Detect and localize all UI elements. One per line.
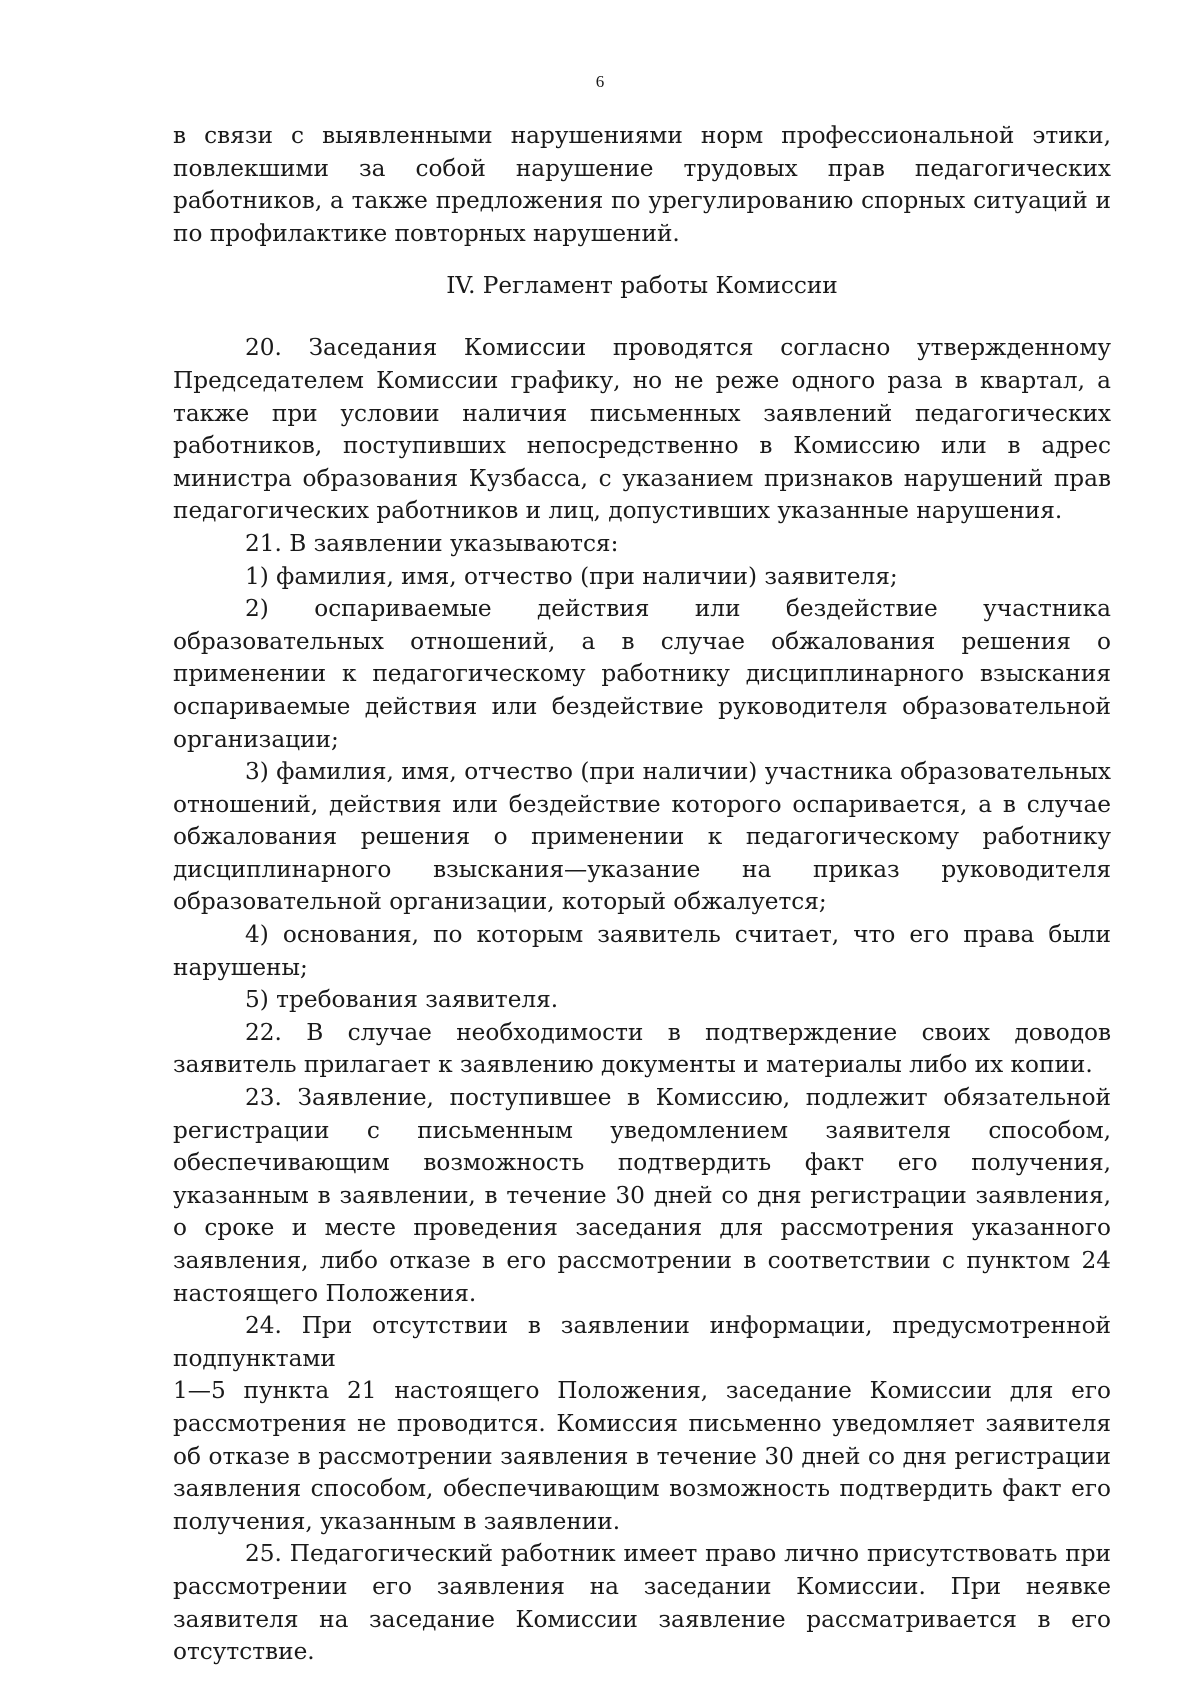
page-number: 6 [595,72,605,91]
paragraph-21: 21. В заявлении указываются: [245,529,619,557]
paragraph-24-continuation: 1—5 пункта 21 настоящего Положения, заседание Комиссии для его рассмотрения не проводится. Комиссия письменно уведомляет заявителя об отказе в рассмотрении заявления в течение 30 дней со дня регистрации заявления способом, обеспечивающим возможность подтвердить факт его получения, указанным в заявлении. [173,1377,1111,1535]
document-body [173,120,1111,1669]
paragraph-20: 20. Заседания Комиссии проводятся согласно утвержденному Председателем Комиссии графику, но не реже одного раза в квартал, а также при условии наличия письменных заявлений педагогических работников, поступивших непосредственно в Комиссию или в адрес министра образования Кузбасса, с указанием признаков нарушений прав педагогических работников и лиц, допустивших указанные нарушения. [173,334,1111,525]
paragraph-21-item-5: 5) требования заявителя. [245,986,559,1014]
section-heading: IV. Регламент работы Комиссии [446,272,838,300]
paragraph-21-item-2: 2) оспариваемые действия или бездействие участника образовательных отношений, а в случае обжалования решения о применении к педагогическому работнику дисциплинарного взыскания оспариваемые действия или бездействие руководителя образовательной организации; [173,595,1111,753]
paragraph-24: 24. При отсутствии в заявлении информации, предусмотренной подпунктами [173,1312,1111,1372]
paragraph-21-item-3: 3) фамилия, имя, отчество (при наличии) участника образовательных отношений, действия или бездействие которого оспаривается, а в случае обжалования решения о применении к педагогическому работнику дисциплинарного взыскания—указание на приказ руководителя образовательной организации, который обжалуется; [173,758,1111,916]
paragraph-23: 23. Заявление, поступившее в Комиссию, подлежит обязательной регистрации с письменным уведомлением заявителя способом, обеспечивающим возможность подтвердить факт его получения, указанным в заявлении, в течение 30 дней со дня регистрации заявления, о сроке и месте проведения заседания для рассмотрения указанного заявления, либо отказе в его рассмотрении в соответствии с пунктом 24 настоящего Положения. [173,1084,1111,1307]
paragraph-25: 25. Педагогический работник имеет право лично присутствовать при рассмотрении его заявления на заседании Комиссии. При неявке заявителя на заседание Комиссии заявление рассматривается в его отсутствие. [173,1540,1111,1666]
paragraph-continuation: в связи с выявленными нарушениями норм профессиональной этики, повлекшими за собой нарушение трудовых прав педагогических работников, а также предложения по урегулированию спорных ситуаций и по профилактике повторных нарушений. [173,122,1111,247]
paragraph-21-item-4: 4) основания, по которым заявитель считает, что его права были нарушены; [173,921,1111,981]
paragraph-22: 22. В случае необходимости в подтверждение своих доводов заявитель прилагает к заявлению документы и материалы либо их копии. [173,1018,1111,1079]
paragraph-21-item-1: 1) фамилия, имя, отчество (при наличии) заявителя; [245,562,898,590]
